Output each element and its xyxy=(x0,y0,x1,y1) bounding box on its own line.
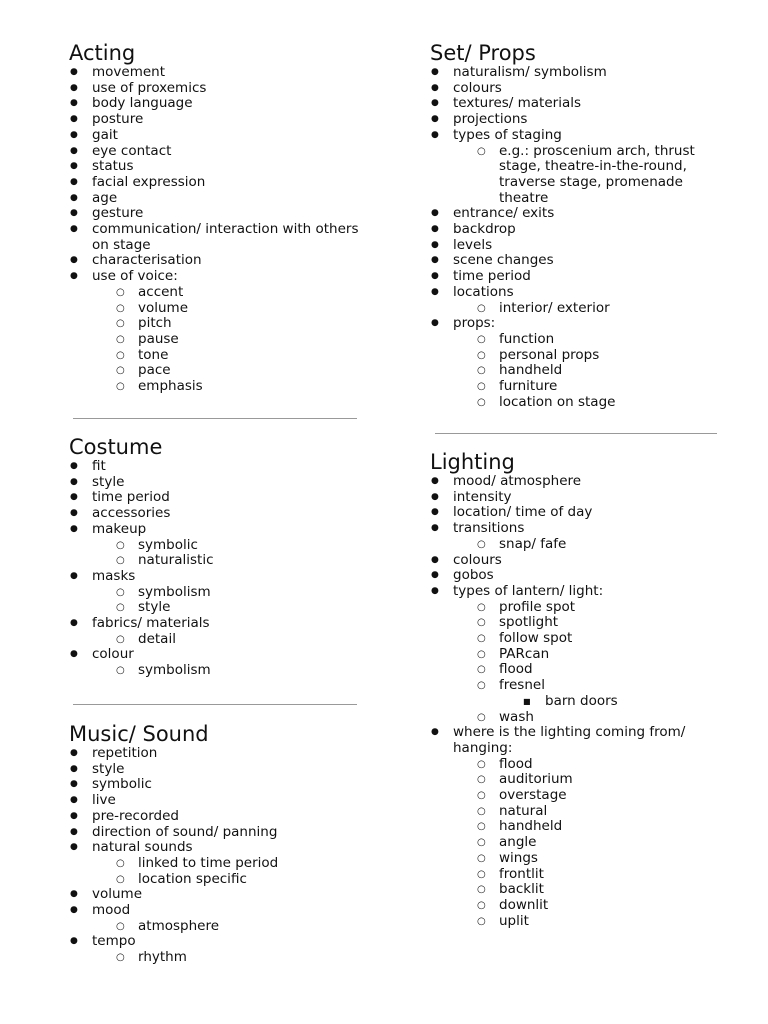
sub-list-item: ○ symbolic xyxy=(69,538,369,554)
list-item: ● fabrics/ materials xyxy=(69,616,369,632)
list-item: ● status xyxy=(69,159,369,175)
list-item: ● eye contact xyxy=(69,144,369,160)
list-item: ● entrance/ exits xyxy=(430,206,725,222)
list-item: ● fit xyxy=(69,459,369,475)
list-item: ● textures/ materials xyxy=(430,96,725,112)
section-title: Acting xyxy=(69,41,136,65)
sub-list-item: ○ snap/ fafe xyxy=(430,537,725,553)
list-item: ● transitions xyxy=(430,521,725,537)
sub-list-item: ○ profile spot xyxy=(430,600,725,616)
list-item: ● time period xyxy=(430,269,725,285)
divider xyxy=(73,704,357,705)
sub-list-item: ○ uplit xyxy=(430,914,725,930)
list-item: ● types of staging xyxy=(430,128,725,144)
divider xyxy=(435,433,717,434)
sub-list-item: ○ fresnel xyxy=(430,678,725,694)
sub-list-item: ○ wings xyxy=(430,851,725,867)
list-item: ● types of lantern/ light: xyxy=(430,584,725,600)
list-item: ● intensity xyxy=(430,490,725,506)
sub-list-item: ○ symbolism xyxy=(69,663,369,679)
sub-list-item: ○ style xyxy=(69,600,369,616)
sub-sub-list-item: ■ barn doors xyxy=(430,694,725,710)
acting-section xyxy=(69,41,369,395)
list-item: ● backdrop xyxy=(430,222,725,238)
list-item: ● use of proxemics xyxy=(69,81,369,97)
sub-list-item: ○ pace xyxy=(69,363,369,379)
list-item: ● symbolic xyxy=(69,777,369,793)
list-item: ● use of voice: xyxy=(69,269,369,285)
sub-list-item: ○ angle xyxy=(430,835,725,851)
set-props-section xyxy=(430,41,725,410)
acting-list xyxy=(69,65,369,395)
section-title: Set/ Props xyxy=(430,41,536,65)
lighting-list xyxy=(430,474,725,929)
section-title: Costume xyxy=(69,435,163,459)
sub-list-item: ○ handheld xyxy=(430,819,725,835)
list-item: ● movement xyxy=(69,65,369,81)
sub-list-item: ○ detail xyxy=(69,632,369,648)
divider xyxy=(73,418,357,419)
sub-list-item: ○ natural xyxy=(430,804,725,820)
list-item: ● accessories xyxy=(69,506,369,522)
list-item: ● style xyxy=(69,762,369,778)
list-item: ● posture xyxy=(69,112,369,128)
sub-list-item: ○ linked to time period xyxy=(69,856,369,872)
sub-list-item: ○ downlit xyxy=(430,898,725,914)
sub-list-item: ○ auditorium xyxy=(430,772,725,788)
costume-list xyxy=(69,459,369,679)
sub-list-item: ○ location on stage xyxy=(430,395,725,411)
sub-list-item: ○ handheld xyxy=(430,363,725,379)
section-title: Lighting xyxy=(430,450,515,474)
sub-list-item: ○ frontlit xyxy=(430,867,725,883)
list-item: ● natural sounds xyxy=(69,840,369,856)
sub-list-item: ○ emphasis xyxy=(69,379,369,395)
list-item: ● gobos xyxy=(430,568,725,584)
list-item: ● body language xyxy=(69,96,369,112)
list-item: ● direction of sound/ panning xyxy=(69,825,369,841)
list-item: ● masks xyxy=(69,569,369,585)
list-item: ● gait xyxy=(69,128,369,144)
sub-list-item: ○ function xyxy=(430,332,725,348)
sub-list-item: ○ pitch xyxy=(69,316,369,332)
sub-list-item: ○ volume xyxy=(69,301,369,317)
music-section xyxy=(69,722,369,966)
list-item: ● colour xyxy=(69,647,369,663)
list-item: ● time period xyxy=(69,490,369,506)
list-item: ● locations xyxy=(430,285,725,301)
music-list xyxy=(69,746,369,966)
list-item: ● mood xyxy=(69,903,369,919)
list-item: ● characterisation xyxy=(69,253,369,269)
sub-list-item: ○ rhythm xyxy=(69,950,369,966)
list-item: ● naturalism/ symbolism xyxy=(430,65,725,81)
sub-list-item: ○ e.g.: proscenium arch, thrust stage, theatre-in-the-round, traverse stage, promenade theatre xyxy=(430,144,725,207)
list-item: ● communication/ interaction with others on stage xyxy=(69,222,369,253)
set-props-list xyxy=(430,65,725,410)
sub-list-item: ○ symbolism xyxy=(69,585,369,601)
list-item: ● location/ time of day xyxy=(430,505,725,521)
sub-list-item: ○ flood xyxy=(430,662,725,678)
list-item: ● mood/ atmosphere xyxy=(430,474,725,490)
list-item: ● live xyxy=(69,793,369,809)
sub-list-item: ○ personal props xyxy=(430,348,725,364)
sub-list-item: ○ flood xyxy=(430,757,725,773)
lighting-section xyxy=(430,450,725,929)
list-item: ● colours xyxy=(430,553,725,569)
list-item: ● scene changes xyxy=(430,253,725,269)
list-item: ● props: xyxy=(430,316,725,332)
list-item: ● pre-recorded xyxy=(69,809,369,825)
sub-list-item: ○ naturalistic xyxy=(69,553,369,569)
list-item: ● volume xyxy=(69,887,369,903)
list-item: ● repetition xyxy=(69,746,369,762)
sub-list-item: ○ accent xyxy=(69,285,369,301)
list-item: ● projections xyxy=(430,112,725,128)
sub-list-item: ○ backlit xyxy=(430,882,725,898)
list-item: ● tempo xyxy=(69,934,369,950)
sub-list-item: ○ pause xyxy=(69,332,369,348)
sub-list-item: ○ interior/ exterior xyxy=(430,301,725,317)
list-item: ● facial expression xyxy=(69,175,369,191)
sub-list-item: ○ follow spot xyxy=(430,631,725,647)
sub-list-item: ○ furniture xyxy=(430,379,725,395)
sub-list-item: ○ tone xyxy=(69,348,369,364)
section-title: Music/ Sound xyxy=(69,722,209,746)
sub-list-item: ○ wash xyxy=(430,710,725,726)
costume-section xyxy=(69,435,369,679)
sub-list-item: ○ overstage xyxy=(430,788,725,804)
list-item: ● style xyxy=(69,475,369,491)
sub-list-item: ○ spotlight xyxy=(430,615,725,631)
list-item: ● where is the lighting coming from/ hanging: xyxy=(430,725,725,756)
list-item: ● makeup xyxy=(69,522,369,538)
sub-list-item: ○ PARcan xyxy=(430,647,725,663)
list-item: ● levels xyxy=(430,238,725,254)
list-item: ● gesture xyxy=(69,206,369,222)
sub-list-item: ○ location specific xyxy=(69,872,369,888)
list-item: ● age xyxy=(69,191,369,207)
sub-list-item: ○ atmosphere xyxy=(69,919,369,935)
list-item: ● colours xyxy=(430,81,725,97)
